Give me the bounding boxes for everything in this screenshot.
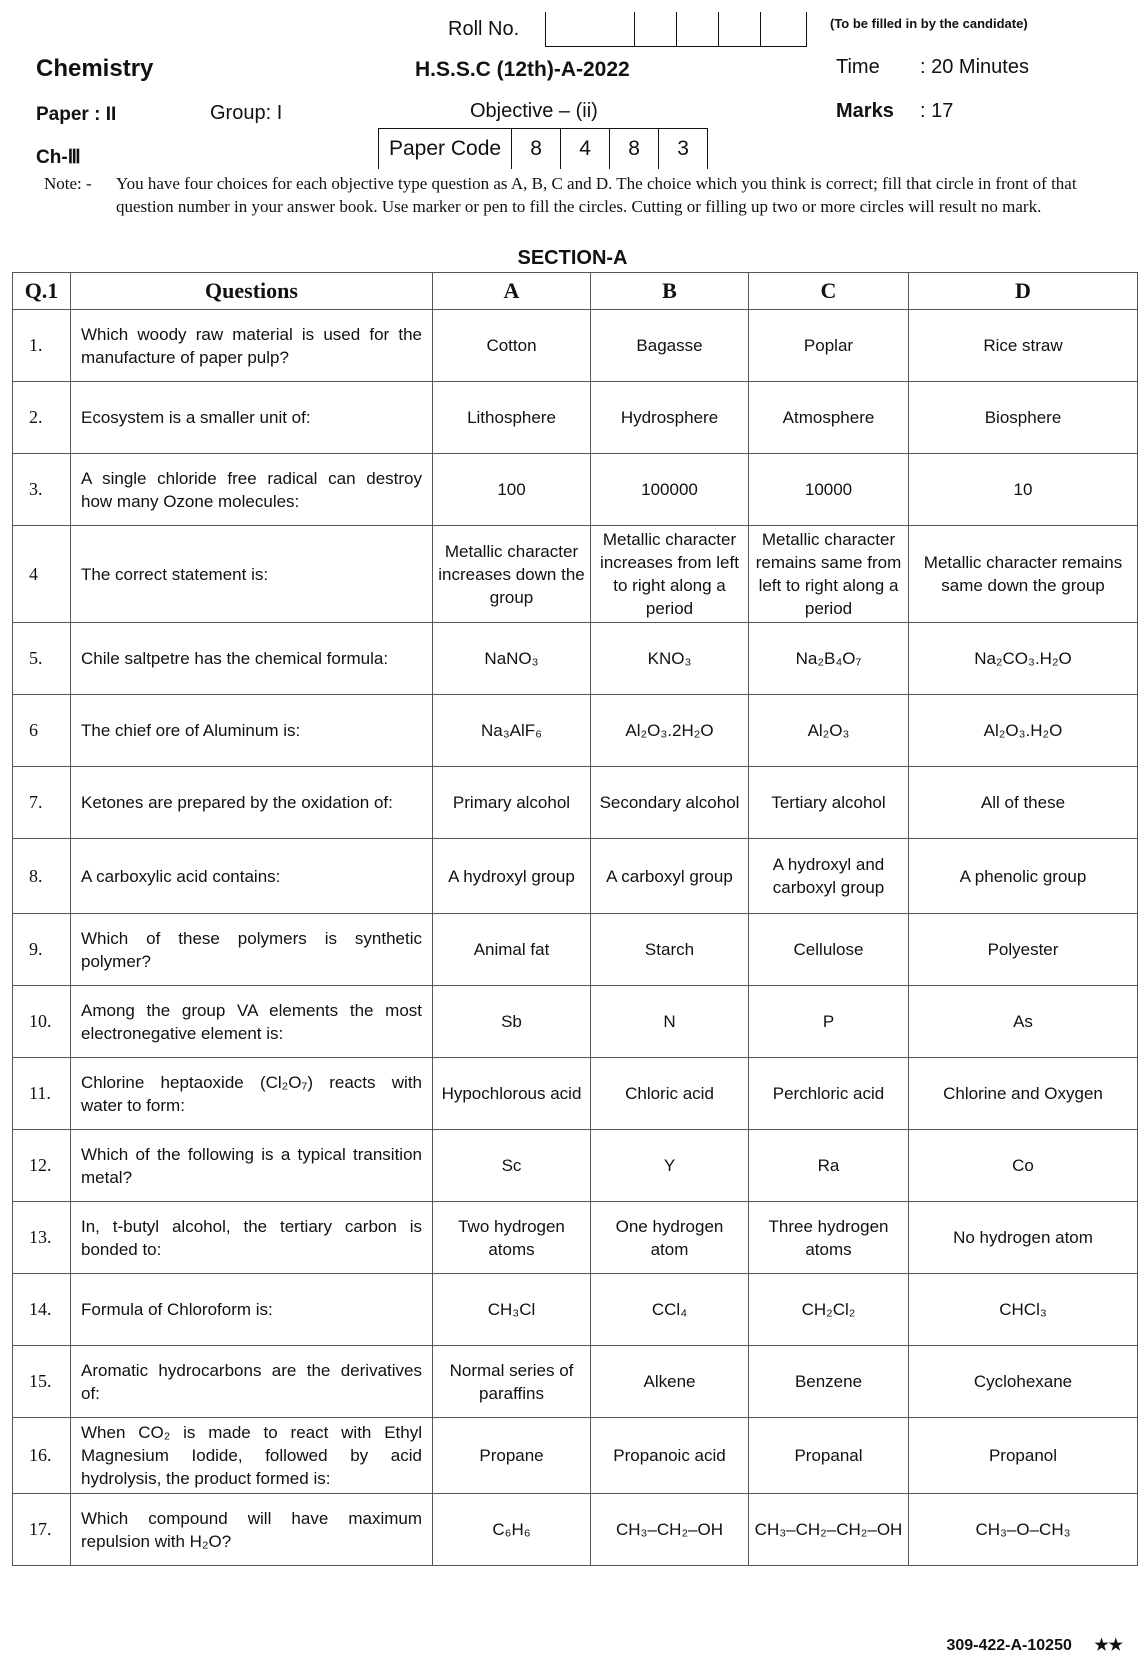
note-lead: Note: - [44, 174, 92, 193]
option-c: Poplar [749, 310, 909, 382]
option-b: Y [591, 1130, 749, 1202]
option-a: Sb [433, 986, 591, 1058]
option-a: C₆H₆ [433, 1494, 591, 1566]
option-d: A phenolic group [909, 839, 1138, 914]
question-row [13, 1202, 1138, 1274]
question-text: Ecosystem is a smaller unit of: [71, 382, 433, 454]
question-number: 3. [13, 454, 71, 526]
question-number: 8. [13, 839, 71, 914]
option-d: CH₃–O–CH₃ [909, 1494, 1138, 1566]
star-icon: ★★ [1094, 1637, 1123, 1654]
question-row [13, 1130, 1138, 1202]
option-c: CH₂Cl₂ [749, 1274, 909, 1346]
question-text: In, t-butyl alcohol, the tertiary carbon is bonded to: [71, 1202, 433, 1274]
question-row [13, 839, 1138, 914]
question-number: 14. [13, 1274, 71, 1346]
table-header-row [13, 273, 1138, 310]
option-c: Propanal [749, 1418, 909, 1494]
time-label: Time [836, 56, 880, 78]
marks-value: : 17 [920, 100, 954, 122]
question-row [13, 310, 1138, 382]
question-row [13, 623, 1138, 695]
question-text: Chlorine heptaoxide (Cl₂O₇) reacts with water to form: [71, 1058, 433, 1130]
header-option-c: C [749, 273, 909, 310]
option-d: Propanol [909, 1418, 1138, 1494]
option-a: Hypochlorous acid [433, 1058, 591, 1130]
header-q1: Q.1 [13, 273, 71, 310]
option-b: Metallic character increases from left to right along a period [591, 526, 749, 623]
option-b: A carboxyl group [591, 839, 749, 914]
option-d: Al₂O₃.H₂O [909, 695, 1138, 767]
option-a: Normal series of paraffins [433, 1346, 591, 1418]
paper-code-digit: 8 [511, 129, 560, 169]
question-text: Formula of Chloroform is: [71, 1274, 433, 1346]
question-text: Which woody raw material is used for the manufacture of paper pulp? [71, 310, 433, 382]
question-row [13, 382, 1138, 454]
question-text: When CO₂ is made to react with Ethyl Magnesium Iodide, followed by acid hydrolysis, the product formed is: [71, 1418, 433, 1494]
option-d: No hydrogen atom [909, 1202, 1138, 1274]
question-row [13, 1418, 1138, 1494]
option-b: N [591, 986, 749, 1058]
option-a: NaNO₃ [433, 623, 591, 695]
option-c: 10000 [749, 454, 909, 526]
note-text: You have four choices for each objective type question as A, B, C and D. The choice which you think is correct; fill that circle in front of that question number in your answer book. Use marker or pen to fill the circles. Cutting or filling up two or more circles will result no mark. [116, 174, 1077, 216]
option-d: Polyester [909, 914, 1138, 986]
option-c: Na₂B₄O₇ [749, 623, 909, 695]
option-d: Cyclohexane [909, 1346, 1138, 1418]
question-row [13, 1346, 1138, 1418]
question-text: Ketones are prepared by the oxidation of: [71, 767, 433, 839]
header-option-b: B [591, 273, 749, 310]
option-a: Two hydrogen atoms [433, 1202, 591, 1274]
paper-code-digit: 8 [609, 129, 658, 169]
question-row [13, 454, 1138, 526]
paper-code-digit: 4 [560, 129, 609, 169]
question-row [13, 1494, 1138, 1566]
option-b: Secondary alcohol [591, 767, 749, 839]
question-text: A carboxylic acid contains: [71, 839, 433, 914]
paper-code-box [378, 128, 708, 169]
roll-number-note: (To be filled in by the candidate) [830, 16, 1028, 31]
question-text: Chile saltpetre has the chemical formula: [71, 623, 433, 695]
option-a: Propane [433, 1418, 591, 1494]
question-number: 9. [13, 914, 71, 986]
option-d: Biosphere [909, 382, 1138, 454]
option-c: P [749, 986, 909, 1058]
header-questions: Questions [71, 273, 433, 310]
question-row [13, 986, 1138, 1058]
objective-label: Objective – (ii) [470, 100, 598, 122]
question-number: 11. [13, 1058, 71, 1130]
option-d: As [909, 986, 1138, 1058]
question-number: 17. [13, 1494, 71, 1566]
question-text: The correct statement is: [71, 526, 433, 623]
option-d: CHCl₃ [909, 1274, 1138, 1346]
paper-code-digit: 3 [658, 129, 707, 169]
option-a: 100 [433, 454, 591, 526]
option-c: Ra [749, 1130, 909, 1202]
paper-code-label: Paper Code [389, 137, 502, 160]
option-b: Starch [591, 914, 749, 986]
question-number: 4 [13, 526, 71, 623]
option-a: Primary alcohol [433, 767, 591, 839]
group-label: Group: I [210, 102, 283, 124]
subject-title: Chemistry [36, 55, 154, 82]
question-number: 10. [13, 986, 71, 1058]
question-number: 13. [13, 1202, 71, 1274]
instructions-note [44, 172, 1114, 218]
option-d: All of these [909, 767, 1138, 839]
option-a: Lithosphere [433, 382, 591, 454]
question-row [13, 1274, 1138, 1346]
footer [946, 1635, 1123, 1655]
question-text: Which of the following is a typical transition metal? [71, 1130, 433, 1202]
paper-serial-code: 309-422-A-10250 [946, 1637, 1072, 1654]
roll-number-boxes[interactable] [545, 12, 807, 47]
option-c: Cellulose [749, 914, 909, 986]
time-value: : 20 Minutes [920, 56, 1029, 78]
question-row [13, 526, 1138, 623]
question-number: 12. [13, 1130, 71, 1202]
option-d: 10 [909, 454, 1138, 526]
option-b: Bagasse [591, 310, 749, 382]
question-number: 7. [13, 767, 71, 839]
option-d: Co [909, 1130, 1138, 1202]
option-d: Metallic character remains same down the group [909, 526, 1138, 623]
option-b: Chloric acid [591, 1058, 749, 1130]
option-c: Atmosphere [749, 382, 909, 454]
option-b: 100000 [591, 454, 749, 526]
option-c: CH₃–CH₂–CH₂–OH [749, 1494, 909, 1566]
question-number: 2. [13, 382, 71, 454]
option-b: CH₃–CH₂–OH [591, 1494, 749, 1566]
chapter-label: Ch-Ⅲ [36, 147, 81, 168]
option-c: A hydroxyl and carboxyl group [749, 839, 909, 914]
question-number: 1. [13, 310, 71, 382]
option-a: Sc [433, 1130, 591, 1202]
questions-table [12, 272, 1138, 1566]
question-number: 6 [13, 695, 71, 767]
option-c: Metallic character remains same from left to right along a period [749, 526, 909, 623]
option-b: KNO₃ [591, 623, 749, 695]
question-row [13, 1058, 1138, 1130]
roll-number-label: Roll No. [448, 18, 520, 40]
option-b: Al₂O₃.2H₂O [591, 695, 749, 767]
header-option-a: A [433, 273, 591, 310]
question-text: A single chloride free radical can destroy how many Ozone molecules: [71, 454, 433, 526]
question-row [13, 695, 1138, 767]
option-d: Na₂CO₃.H₂O [909, 623, 1138, 695]
option-a: Metallic character increases down the group [433, 526, 591, 623]
option-b: Propanoic acid [591, 1418, 749, 1494]
option-c: Al₂O₃ [749, 695, 909, 767]
question-number: 15. [13, 1346, 71, 1418]
option-a: Animal fat [433, 914, 591, 986]
option-b: Alkene [591, 1346, 749, 1418]
option-a: CH₃Cl [433, 1274, 591, 1346]
question-number: 16. [13, 1418, 71, 1494]
paper-label: Paper : II [36, 104, 117, 125]
question-number: 5. [13, 623, 71, 695]
question-text: Which compound will have maximum repulsion with H₂O? [71, 1494, 433, 1566]
option-c: Tertiary alcohol [749, 767, 909, 839]
exam-title: H.S.S.C (12th)-A-2022 [415, 58, 630, 81]
question-text: Among the group VA elements the most electronegative element is: [71, 986, 433, 1058]
option-a: Cotton [433, 310, 591, 382]
question-row [13, 767, 1138, 839]
question-text: Aromatic hydrocarbons are the derivatives of: [71, 1346, 433, 1418]
option-c: Benzene [749, 1346, 909, 1418]
marks-label: Marks [836, 100, 894, 122]
option-d: Rice straw [909, 310, 1138, 382]
option-b: Hydrosphere [591, 382, 749, 454]
header-option-d: D [909, 273, 1138, 310]
question-text: The chief ore of Aluminum is: [71, 695, 433, 767]
option-b: One hydrogen atom [591, 1202, 749, 1274]
section-title: SECTION-A [517, 247, 628, 269]
option-c: Three hydrogen atoms [749, 1202, 909, 1274]
option-b: CCl₄ [591, 1274, 749, 1346]
option-a: A hydroxyl group [433, 839, 591, 914]
option-a: Na₃AlF₆ [433, 695, 591, 767]
option-d: Chlorine and Oxygen [909, 1058, 1138, 1130]
question-row [13, 914, 1138, 986]
question-text: Which of these polymers is synthetic polymer? [71, 914, 433, 986]
option-c: Perchloric acid [749, 1058, 909, 1130]
